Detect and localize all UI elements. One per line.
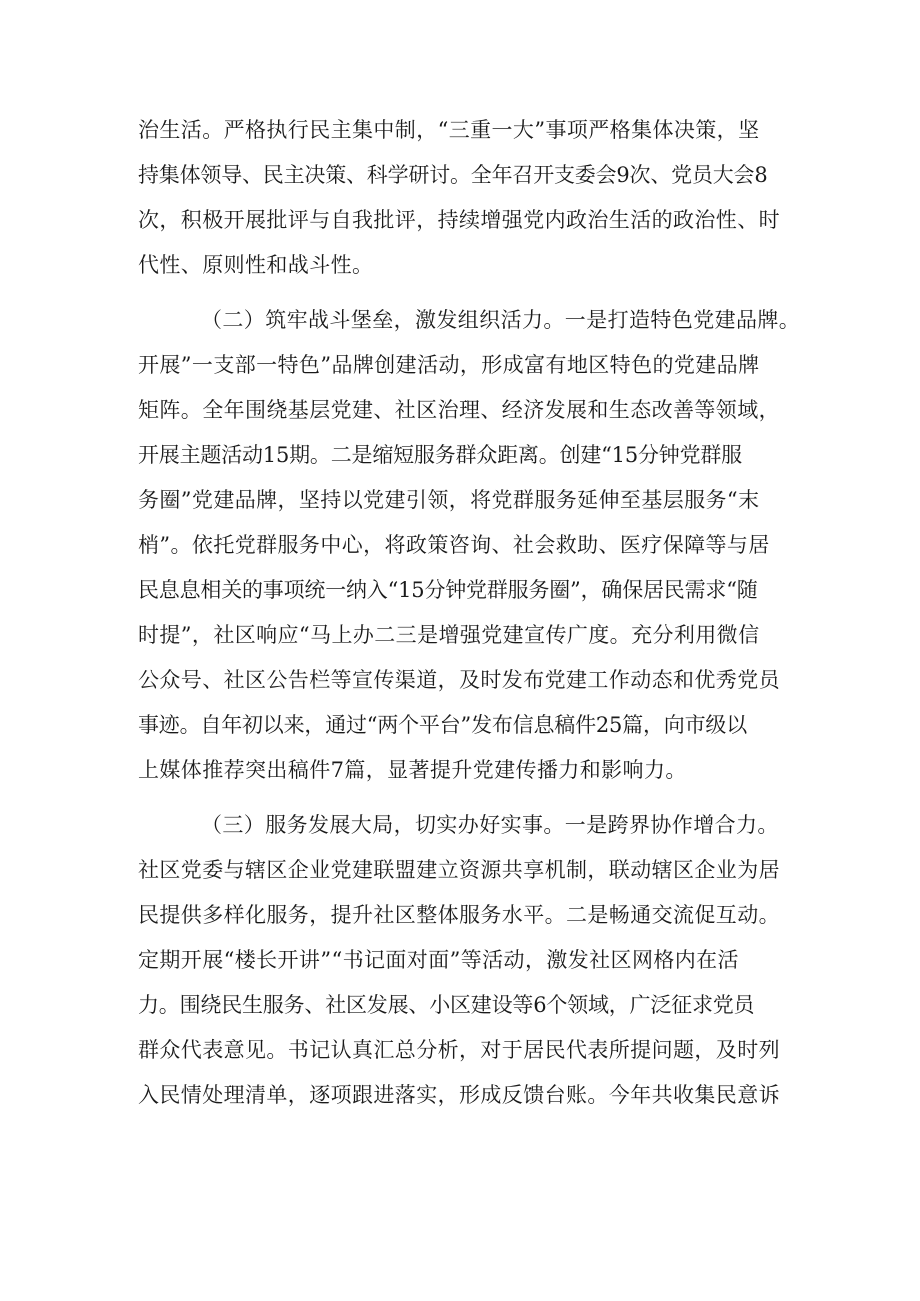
text-line: 力。围绕民生服务、社区发展、小区建设等6个领域，广泛征求党员: [138, 993, 755, 1017]
paragraph: [138, 803, 794, 1118]
section-heading-line: （三）服务发展大局，切实办好实事。一是跨界协作增合力。: [201, 813, 779, 837]
text-line: 群众代表意见。书记认真汇总分析，对于居民代表所提问题，及时列: [138, 1038, 780, 1062]
text-line: 民息息相关的事项统一纳入“15分钟党群服务圈”，确保居民需求“随: [138, 578, 758, 602]
text-line: 上媒体推荐突出稿件7篇，显著提升党建传播力和影响力。: [138, 758, 687, 782]
text-line: 社区党委与辖区企业党建联盟建立资源共享机制，联动辖区企业为居: [138, 858, 780, 882]
text-line: 定期开展“楼长开讲”“书记面对面”等活动，激发社区网格内在活: [138, 948, 739, 972]
text-line: 持集体领导、民主决策、科学研讨。全年召开支委会9次、党员大会8: [138, 163, 768, 187]
text-line: 次，积极开展批评与自我批评，持续增强党内政治生活的政治性、时: [138, 208, 780, 232]
text-line: 务圈”党建品牌，坚持以党建引领，将党群服务延伸至基层服务“末: [138, 488, 760, 512]
paragraph: [138, 108, 794, 288]
text-line: 时提”，社区响应“马上办二三是增强党建宣传广度。充分利用微信: [138, 623, 760, 647]
text-line: 代性、原则性和战斗性。: [138, 253, 374, 277]
text-line: 梢”。依托党群服务中心，将政策咨询、社会救助、医疗保障等与居: [138, 533, 770, 557]
text-line: 事迹。自年初以来，通过“两个平台”发布信息稿件25篇，向市级以: [138, 713, 747, 737]
document-body: [138, 108, 801, 1118]
text-line: 开展主题活动15期。二是缩短服务群众距离。创建“15分钟党群服: [138, 443, 742, 467]
paragraph: [138, 298, 801, 793]
text-line: 公众号、社区公告栏等宣传渠道，及时发布党建工作动态和优秀党员: [138, 668, 780, 692]
text-line: 矩阵。全年围绕基层党建、社区治理、经济发展和生态改善等领域，: [138, 398, 780, 422]
text-line: 民提供多样化服务，提升社区整体服务水平。二是畅通交流促互动。: [138, 903, 780, 927]
text-line: 治生活。严格执行民主集中制，“三重一大”事项严格集体决策，坚: [138, 118, 760, 142]
section-heading-line: （二）筑牢战斗堡垒，激发组织活力。一是打造特色党建品牌。: [201, 308, 801, 332]
text-line: 入民情处理清单，逐项跟进落实，形成反馈台账。今年共收集民意诉: [138, 1083, 780, 1107]
text-line: 开展”一支部一特色”品牌创建活动，形成富有地区特色的党建品牌: [138, 353, 760, 377]
